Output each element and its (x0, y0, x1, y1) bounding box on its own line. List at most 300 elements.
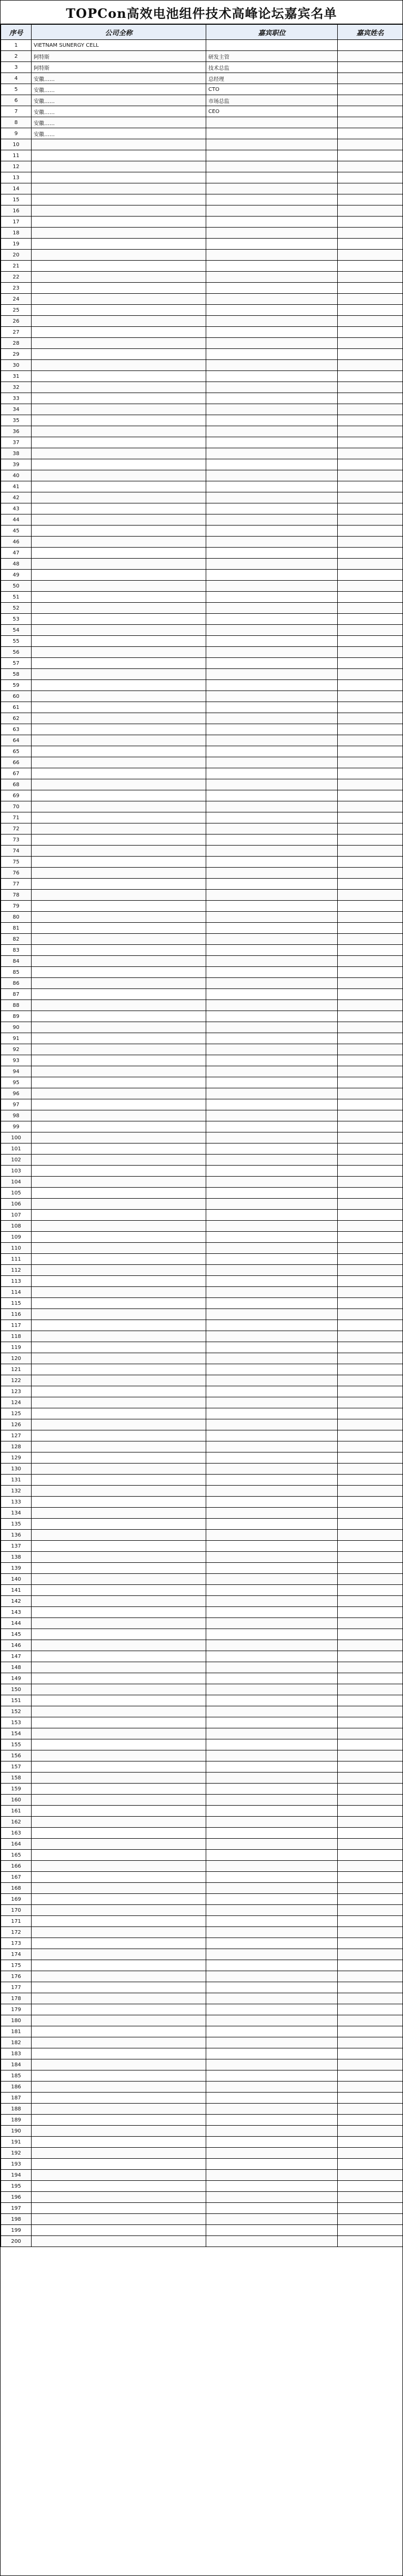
table-row (1, 1728, 403, 1739)
company-cell (32, 1839, 206, 1850)
company-cell (32, 989, 206, 1000)
job-title-cell (206, 393, 338, 404)
name-cell (338, 1143, 403, 1155)
table-row (1, 117, 403, 128)
job-title-cell (206, 581, 338, 592)
row-number: 143 (1, 1607, 32, 1618)
row-number: 45 (1, 525, 32, 537)
table-row (1, 945, 403, 956)
job-title-cell (206, 1739, 338, 1750)
name-cell (338, 1861, 403, 1872)
company-cell (32, 338, 206, 349)
job-title-cell (206, 768, 338, 779)
job-title-cell (206, 647, 338, 658)
name-cell (338, 1574, 403, 1585)
company-cell (32, 172, 206, 183)
job-title-cell (206, 1430, 338, 1441)
job-title-cell (206, 834, 338, 846)
name-cell (338, 1320, 403, 1331)
job-title-cell (206, 382, 338, 393)
company-cell (32, 1508, 206, 1519)
table-row (1, 217, 403, 228)
table-row (1, 2192, 403, 2203)
name-cell (338, 2181, 403, 2192)
row-number: 145 (1, 1629, 32, 1640)
name-cell (338, 768, 403, 779)
row-number: 150 (1, 1684, 32, 1695)
name-cell (338, 1530, 403, 1541)
table-row (1, 1894, 403, 1905)
row-number: 162 (1, 1817, 32, 1828)
company-cell: VIETNAM SUNERGY CELL (32, 40, 206, 51)
job-title-cell (206, 327, 338, 338)
name-cell (338, 272, 403, 283)
job-title-cell (206, 923, 338, 934)
row-number: 65 (1, 746, 32, 757)
company-cell (32, 1298, 206, 1309)
name-cell (338, 2059, 403, 2070)
name-cell (338, 1475, 403, 1486)
row-number: 46 (1, 537, 32, 548)
job-title-cell (206, 823, 338, 834)
name-cell (338, 1099, 403, 1110)
row-number: 98 (1, 1110, 32, 1121)
row-number: 23 (1, 283, 32, 294)
name-cell (338, 658, 403, 669)
company-cell (32, 514, 206, 525)
table-row (1, 581, 403, 592)
name-cell (338, 481, 403, 492)
job-title-cell (206, 1673, 338, 1684)
company-cell (32, 901, 206, 912)
table-row (1, 272, 403, 283)
company-cell (32, 1452, 206, 1464)
company-cell (32, 2236, 206, 2247)
table-row (1, 183, 403, 194)
row-number: 73 (1, 834, 32, 846)
job-title-cell (206, 415, 338, 426)
table-body (1, 40, 403, 2247)
row-number: 2 (1, 51, 32, 62)
company-cell (32, 1475, 206, 1486)
table-row (1, 1232, 403, 1243)
company-cell (32, 1717, 206, 1728)
job-title-cell (206, 1684, 338, 1695)
row-number: 195 (1, 2181, 32, 2192)
name-cell (338, 470, 403, 481)
table-row (1, 514, 403, 525)
job-title-cell (206, 1232, 338, 1243)
table-row (1, 1761, 403, 1773)
row-number: 131 (1, 1475, 32, 1486)
table-row (1, 1717, 403, 1728)
job-title-cell (206, 2181, 338, 2192)
table-row (1, 1055, 403, 1066)
company-cell (32, 194, 206, 205)
table-row (1, 1795, 403, 1806)
job-title-cell (206, 40, 338, 51)
table-row (1, 327, 403, 338)
table-row (1, 680, 403, 691)
row-number: 182 (1, 2037, 32, 2048)
job-title-cell (206, 1894, 338, 1905)
row-number: 117 (1, 1320, 32, 1331)
name-cell (338, 2104, 403, 2115)
row-number: 156 (1, 1750, 32, 1761)
name-cell (338, 934, 403, 945)
row-number: 87 (1, 989, 32, 1000)
company-cell (32, 1773, 206, 1784)
row-number: 144 (1, 1618, 32, 1629)
name-cell (338, 1088, 403, 1099)
table-row (1, 1298, 403, 1309)
name-cell (338, 1640, 403, 1651)
company-cell (32, 1408, 206, 1419)
company-cell (32, 823, 206, 834)
row-number: 140 (1, 1574, 32, 1585)
table-row (1, 724, 403, 735)
name-cell (338, 1441, 403, 1452)
company-cell (32, 1894, 206, 1905)
table-row (1, 1673, 403, 1684)
name-cell (338, 194, 403, 205)
name-cell (338, 680, 403, 691)
company-cell (32, 2203, 206, 2214)
table-row (1, 1364, 403, 1375)
job-title-cell (206, 1265, 338, 1276)
job-title-cell (206, 846, 338, 857)
job-title-cell (206, 2148, 338, 2159)
name-cell (338, 879, 403, 890)
row-number: 135 (1, 1519, 32, 1530)
table-row (1, 305, 403, 316)
name-cell (338, 305, 403, 316)
table-row (1, 1817, 403, 1828)
job-title-cell (206, 2048, 338, 2059)
job-title-cell (206, 1640, 338, 1651)
name-cell (338, 172, 403, 183)
company-cell (32, 801, 206, 812)
company-cell (32, 1784, 206, 1795)
table-row (1, 1441, 403, 1452)
company-cell (32, 2093, 206, 2104)
name-cell (338, 603, 403, 614)
company-cell (32, 1750, 206, 1761)
job-title-cell (206, 228, 338, 239)
company-cell (32, 272, 206, 283)
job-title-cell (206, 1419, 338, 1430)
table-row (1, 1607, 403, 1618)
company-cell (32, 967, 206, 978)
name-cell (338, 2048, 403, 2059)
job-title-cell (206, 1728, 338, 1739)
table-row (1, 1243, 403, 1254)
row-number: 63 (1, 724, 32, 735)
table-row (1, 603, 403, 614)
row-number: 3 (1, 62, 32, 73)
table-row (1, 161, 403, 172)
table-row (1, 338, 403, 349)
row-number: 196 (1, 2192, 32, 2203)
table-row (1, 967, 403, 978)
job-title-cell (206, 503, 338, 514)
job-title-cell (206, 1497, 338, 1508)
name-cell (338, 316, 403, 327)
company-cell (32, 912, 206, 923)
table-row (1, 1000, 403, 1011)
job-title-cell (206, 1795, 338, 1806)
table-row (1, 790, 403, 801)
table-row (1, 1099, 403, 1110)
table-row (1, 1044, 403, 1055)
company-cell: 安徽…… (32, 128, 206, 139)
name-cell (338, 1110, 403, 1121)
name-cell (338, 1497, 403, 1508)
job-title-cell (206, 1662, 338, 1673)
name-cell (338, 525, 403, 537)
company-cell (32, 1552, 206, 1563)
table-header-row (1, 25, 403, 40)
row-number: 109 (1, 1232, 32, 1243)
company-cell (32, 1364, 206, 1375)
row-number: 91 (1, 1033, 32, 1044)
table-row (1, 1430, 403, 1441)
table-row (1, 1221, 403, 1232)
name-cell (338, 2093, 403, 2104)
name-cell (338, 360, 403, 371)
table-row (1, 1938, 403, 1949)
row-number: 153 (1, 1717, 32, 1728)
row-number: 122 (1, 1375, 32, 1386)
company-cell (32, 1541, 206, 1552)
row-number: 178 (1, 1993, 32, 2004)
name-cell (338, 1795, 403, 1806)
company-cell (32, 768, 206, 779)
row-number: 121 (1, 1364, 32, 1375)
table-row (1, 702, 403, 713)
name-cell (338, 1364, 403, 1375)
table-row (1, 1706, 403, 1717)
name-cell (338, 592, 403, 603)
name-cell (338, 2192, 403, 2203)
name-cell (338, 1563, 403, 1574)
title-bar (1, 0, 402, 24)
table-row (1, 2137, 403, 2148)
name-cell (338, 1254, 403, 1265)
job-title-cell (206, 1938, 338, 1949)
name-cell (338, 1552, 403, 1563)
row-number: 93 (1, 1055, 32, 1066)
table-row (1, 1773, 403, 1784)
row-number: 85 (1, 967, 32, 978)
table-row (1, 1408, 403, 1419)
table-row (1, 2236, 403, 2247)
company-cell (32, 239, 206, 250)
company-cell (32, 812, 206, 823)
row-number: 5 (1, 84, 32, 95)
name-cell (338, 239, 403, 250)
table-row (1, 2214, 403, 2225)
table-row (1, 1574, 403, 1585)
job-title-cell (206, 1552, 338, 1563)
table-row (1, 1927, 403, 1938)
name-cell (338, 161, 403, 172)
company-cell (32, 1861, 206, 1872)
row-number: 184 (1, 2059, 32, 2070)
row-number: 92 (1, 1044, 32, 1055)
row-number: 194 (1, 2170, 32, 2181)
company-cell (32, 1276, 206, 1287)
name-cell (338, 1177, 403, 1188)
name-cell (338, 1596, 403, 1607)
job-title-cell (206, 481, 338, 492)
row-number: 116 (1, 1309, 32, 1320)
company-cell (32, 294, 206, 305)
company-cell (32, 1254, 206, 1265)
row-number: 108 (1, 1221, 32, 1232)
name-cell (338, 1607, 403, 1618)
name-cell (338, 1938, 403, 1949)
name-cell (338, 1585, 403, 1596)
job-title-cell (206, 1022, 338, 1033)
name-cell (338, 1452, 403, 1464)
row-number: 129 (1, 1452, 32, 1464)
job-title-cell (206, 1199, 338, 1210)
name-cell (338, 967, 403, 978)
row-number: 192 (1, 2148, 32, 2159)
table-row (1, 73, 403, 84)
name-cell (338, 1541, 403, 1552)
name-cell (338, 647, 403, 658)
company-cell (32, 2048, 206, 2059)
row-number: 72 (1, 823, 32, 834)
row-number: 88 (1, 1000, 32, 1011)
row-number: 200 (1, 2236, 32, 2247)
name-cell (338, 1993, 403, 2004)
name-cell (338, 1905, 403, 1916)
job-title-cell (206, 1099, 338, 1110)
row-number: 48 (1, 559, 32, 570)
row-number: 107 (1, 1210, 32, 1221)
row-number: 21 (1, 261, 32, 272)
company-cell (32, 1883, 206, 1894)
name-cell (338, 1011, 403, 1022)
table-row (1, 1739, 403, 1750)
table-row (1, 2159, 403, 2170)
table-row (1, 459, 403, 470)
table-row (1, 1132, 403, 1143)
job-title-cell (206, 1353, 338, 1364)
job-title-cell (206, 1364, 338, 1375)
job-title-cell (206, 1993, 338, 2004)
job-title-cell (206, 1177, 338, 1188)
name-cell (338, 1132, 403, 1143)
name-cell (338, 150, 403, 161)
job-title-cell (206, 713, 338, 724)
company-cell (32, 183, 206, 194)
table-row (1, 735, 403, 746)
company-cell (32, 2015, 206, 2026)
row-number: 154 (1, 1728, 32, 1739)
table-row (1, 1143, 403, 1155)
table-row (1, 956, 403, 967)
row-number: 15 (1, 194, 32, 205)
job-title-cell (206, 1254, 338, 1265)
table-row (1, 923, 403, 934)
company-cell (32, 713, 206, 724)
table-row (1, 2181, 403, 2192)
table-row (1, 2059, 403, 2070)
table-row (1, 1872, 403, 1883)
job-title-cell (206, 1375, 338, 1386)
company-cell (32, 503, 206, 514)
name-cell (338, 205, 403, 217)
job-title-cell (206, 1188, 338, 1199)
name-cell (338, 349, 403, 360)
job-title-cell (206, 2004, 338, 2015)
job-title-cell (206, 117, 338, 128)
job-title-cell (206, 702, 338, 713)
row-number: 146 (1, 1640, 32, 1651)
name-cell (338, 1960, 403, 1971)
company-cell (32, 426, 206, 437)
company-cell (32, 448, 206, 459)
job-title-cell (206, 1221, 338, 1232)
row-number: 89 (1, 1011, 32, 1022)
job-title-cell (206, 239, 338, 250)
company-cell (32, 1386, 206, 1397)
row-number: 126 (1, 1419, 32, 1430)
company-cell (32, 1673, 206, 1684)
table-row (1, 823, 403, 834)
table-row (1, 1375, 403, 1386)
company-cell (32, 2059, 206, 2070)
company-cell (32, 1342, 206, 1353)
company-cell (32, 1265, 206, 1276)
company-cell (32, 669, 206, 680)
table-row (1, 1662, 403, 1673)
name-cell (338, 724, 403, 735)
row-number: 58 (1, 669, 32, 680)
row-number: 119 (1, 1342, 32, 1353)
company-cell (32, 846, 206, 857)
name-cell (338, 1618, 403, 1629)
row-number: 177 (1, 1982, 32, 1993)
row-number: 28 (1, 338, 32, 349)
name-cell (338, 503, 403, 514)
row-number: 120 (1, 1353, 32, 1364)
job-title-cell (206, 1706, 338, 1717)
table-row (1, 1287, 403, 1298)
company-cell (32, 1221, 206, 1232)
name-cell (338, 62, 403, 73)
job-title-cell (206, 1452, 338, 1464)
job-title-cell (206, 128, 338, 139)
row-number: 106 (1, 1199, 32, 1210)
row-number: 56 (1, 647, 32, 658)
table-row (1, 2148, 403, 2159)
table-row (1, 1651, 403, 1662)
table-row (1, 746, 403, 757)
name-cell (338, 404, 403, 415)
job-title-cell (206, 426, 338, 437)
name-cell (338, 989, 403, 1000)
company-cell (32, 1044, 206, 1055)
company-cell (32, 2170, 206, 2181)
table-row (1, 614, 403, 625)
table-row (1, 172, 403, 183)
company-cell (32, 2192, 206, 2203)
